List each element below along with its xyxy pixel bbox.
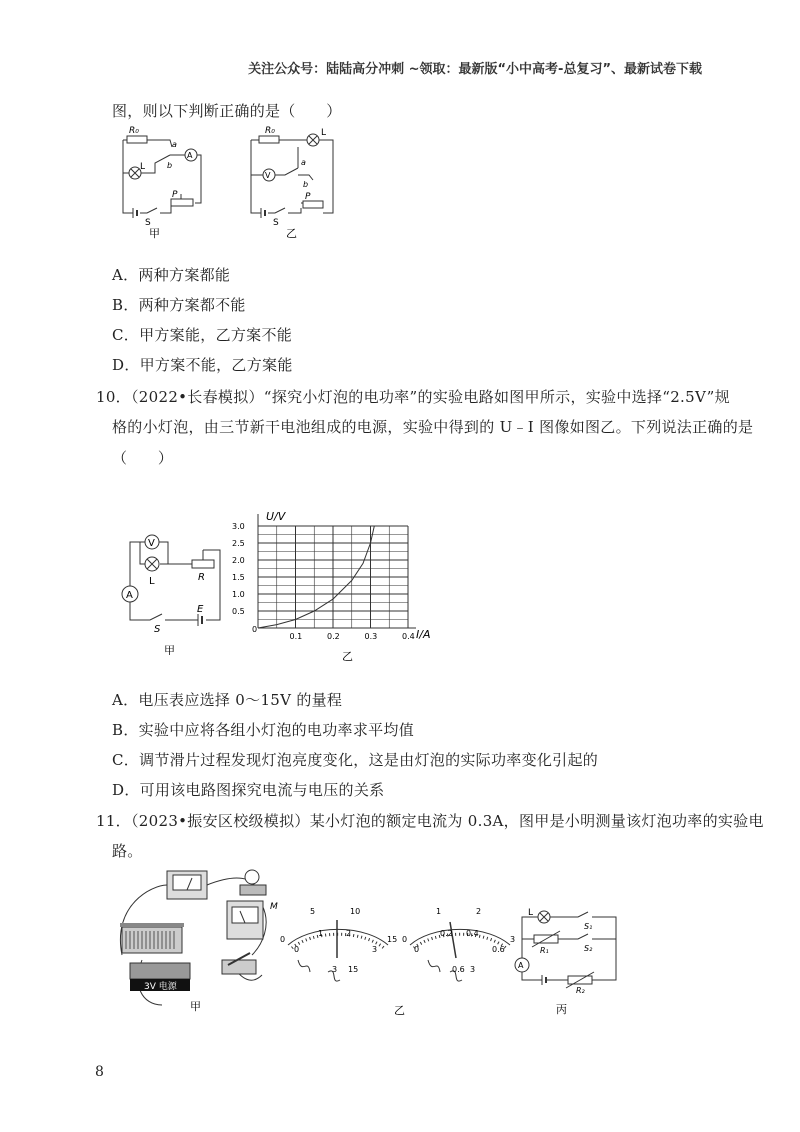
q9-yi-s: S — [273, 218, 279, 228]
meter1-inner-0: 0 — [294, 945, 300, 954]
q11-line1: 11．（2023•振安区校级模拟）某小灯泡的额定电流为 0.3A，图甲是小明测量该灯泡功率的实验电 — [96, 812, 764, 830]
q11-bing-ammeter: A — [518, 961, 524, 970]
chart-x-tick-label: 0.2 — [327, 632, 340, 641]
q9-jia-caption: 甲 — [149, 227, 160, 240]
meter1-outer-10: 10 — [350, 907, 361, 916]
chart-y-tick-label: 2.0 — [232, 556, 245, 565]
q9-option-c: C．甲方案能，乙方案不能 — [112, 326, 293, 344]
q11-figure-bing — [512, 905, 627, 1017]
chart-x-tick-label: 0.3 — [364, 632, 378, 641]
chart-y-tick-label: 1.0 — [232, 590, 245, 599]
q10-jia-ammeter: A — [126, 590, 133, 601]
q9-figure-jia — [115, 125, 215, 240]
q9-option-b: B．两种方案都不能 — [112, 296, 246, 314]
q10-option-b: B．实验中应将各组小灯泡的电功率求平均值 — [112, 721, 415, 739]
q9-yi-r0: R₀ — [265, 126, 275, 136]
meter2-outer-0: 0 — [402, 935, 408, 944]
meter2-outer-1: 1 — [436, 907, 442, 916]
q11-yi-caption: 乙 — [394, 1004, 405, 1017]
q11-jia-caption: 甲 — [190, 1000, 201, 1013]
q11-bing-r2: R₂ — [576, 986, 585, 995]
meter1-terminal-3: 3 — [332, 965, 338, 974]
q9-jia-ammeter: A — [187, 151, 193, 160]
q9-yi-b: b — [303, 180, 309, 189]
ammeter-device — [227, 901, 263, 939]
q10-jia-caption: 甲 — [164, 644, 175, 655]
meter2-terminal-3: 3 — [470, 965, 476, 974]
q10-chart-caption: 乙 — [342, 650, 353, 663]
meter2-needle — [450, 922, 456, 958]
meter2-outer-3: 3 — [510, 935, 516, 944]
q9-yi-caption: 乙 — [286, 227, 297, 240]
q10-jia-r: R — [198, 572, 205, 583]
page-number: 8 — [95, 1064, 104, 1080]
switch-device — [222, 953, 256, 974]
q9-option-a: A．两种方案都能 — [112, 266, 231, 284]
meter1-outer-5: 5 — [310, 907, 316, 916]
q11-jia-m: M — [270, 902, 278, 912]
meter2-inner-0.2: 0.2 — [440, 929, 453, 938]
chart-x-tick-label: 0.4 — [402, 632, 415, 641]
meter2-outer-2: 2 — [476, 907, 482, 916]
chart-y-tick-label: 1.5 — [232, 573, 245, 582]
q10-option-c: C．调节滑片过程发现灯泡亮度变化，这是由灯泡的实际功率变化引起的 — [112, 751, 599, 769]
meter1-inner-2: 2 — [346, 929, 352, 938]
q9-jia-b: b — [167, 161, 173, 170]
meter1-inner-3: 3 — [372, 945, 378, 954]
q9-yi-l: L — [321, 128, 327, 138]
meter1-inner-1: 1 — [318, 929, 324, 938]
meter1-outer-15: 15 — [387, 935, 398, 944]
rheostat-device — [120, 923, 184, 953]
q10-line2: 格的小灯泡，由三节新干电池组成的电源，实验中得到的 U﹣I 图像如图乙。下列说法正确的是 — [112, 418, 754, 436]
q10-jia-l: L — [149, 576, 155, 587]
meter2-inner-0: 0 — [414, 945, 420, 954]
q9-yi-p: P — [305, 192, 311, 202]
battery-pack — [130, 963, 190, 992]
q10-ui-chart — [230, 508, 440, 668]
q10-jia-e: E — [197, 604, 204, 615]
q11-battery-label: 3V 电源 — [144, 982, 177, 992]
chart-y-axis-label: U/V — [266, 510, 286, 523]
q11-bing-caption: 丙 — [556, 1003, 567, 1016]
chart-origin-label: 0 — [252, 625, 258, 634]
meter2-terminal-0.6: 0.6 — [452, 965, 465, 974]
meter2-inner-0.4: 0.4 — [466, 929, 479, 938]
q10-figure-jia — [112, 530, 222, 655]
q9-yi-voltmeter: V — [265, 171, 271, 180]
chart-y-tick-label: 3.0 — [232, 522, 245, 531]
q10-jia-voltmeter: V — [148, 538, 155, 549]
q9-jia-p: P — [172, 190, 178, 200]
q10-line3: （ ） — [112, 449, 174, 467]
q9-jia-l: L — [140, 162, 146, 172]
chart-y-tick-label: 0.5 — [232, 607, 245, 616]
q10-option-d: D．可用该电路图探究电流与电压的关系 — [112, 781, 385, 799]
bulb-device — [240, 870, 266, 895]
q11-bing-r1: R₁ — [540, 946, 549, 955]
chart-y-tick-label: 2.5 — [232, 539, 245, 548]
q10-line1: 10．（2022•长春模拟）“探究小灯泡的电功率”的实验电路如图甲所示，实验中选择“2.5V”规 — [96, 388, 730, 406]
meter2-inner-0.6: 0.6 — [492, 945, 505, 954]
q9-jia-a: a — [172, 140, 177, 149]
q9-figure-yi — [243, 125, 343, 240]
voltmeter-device — [167, 871, 207, 899]
meter1-terminal-15: 15 — [348, 965, 359, 974]
q11-line2: 路。 — [112, 842, 143, 860]
chart-x-axis-label: I/A — [416, 628, 431, 641]
q11-figure-yi — [280, 900, 520, 1017]
q11-bing-l: L — [528, 908, 534, 918]
q11-bing-s2: S₂ — [584, 944, 593, 953]
chart-x-tick-label: 0.1 — [289, 632, 303, 641]
q10-option-a: A．电压表应选择 0～15V 的量程 — [112, 691, 343, 709]
meter1-outer-0: 0 — [280, 935, 286, 944]
page-header: 关注公众号：陆陆高分冲刺 ~领取：最新版“小中高考-总复习”、最新试卷下载 — [248, 62, 702, 77]
q11-bing-s1: S₁ — [584, 922, 593, 931]
q9-jia-s: S — [145, 218, 151, 228]
q9-stem-tail: 图，则以下判断正确的是（ ） — [112, 102, 342, 120]
q10-jia-s: S — [154, 624, 161, 635]
q9-jia-r0: R₀ — [129, 126, 139, 136]
q9-yi-a: a — [301, 158, 306, 167]
q9-option-d: D．甲方案不能，乙方案能 — [112, 356, 293, 374]
q11-figure-jia — [112, 865, 282, 1017]
